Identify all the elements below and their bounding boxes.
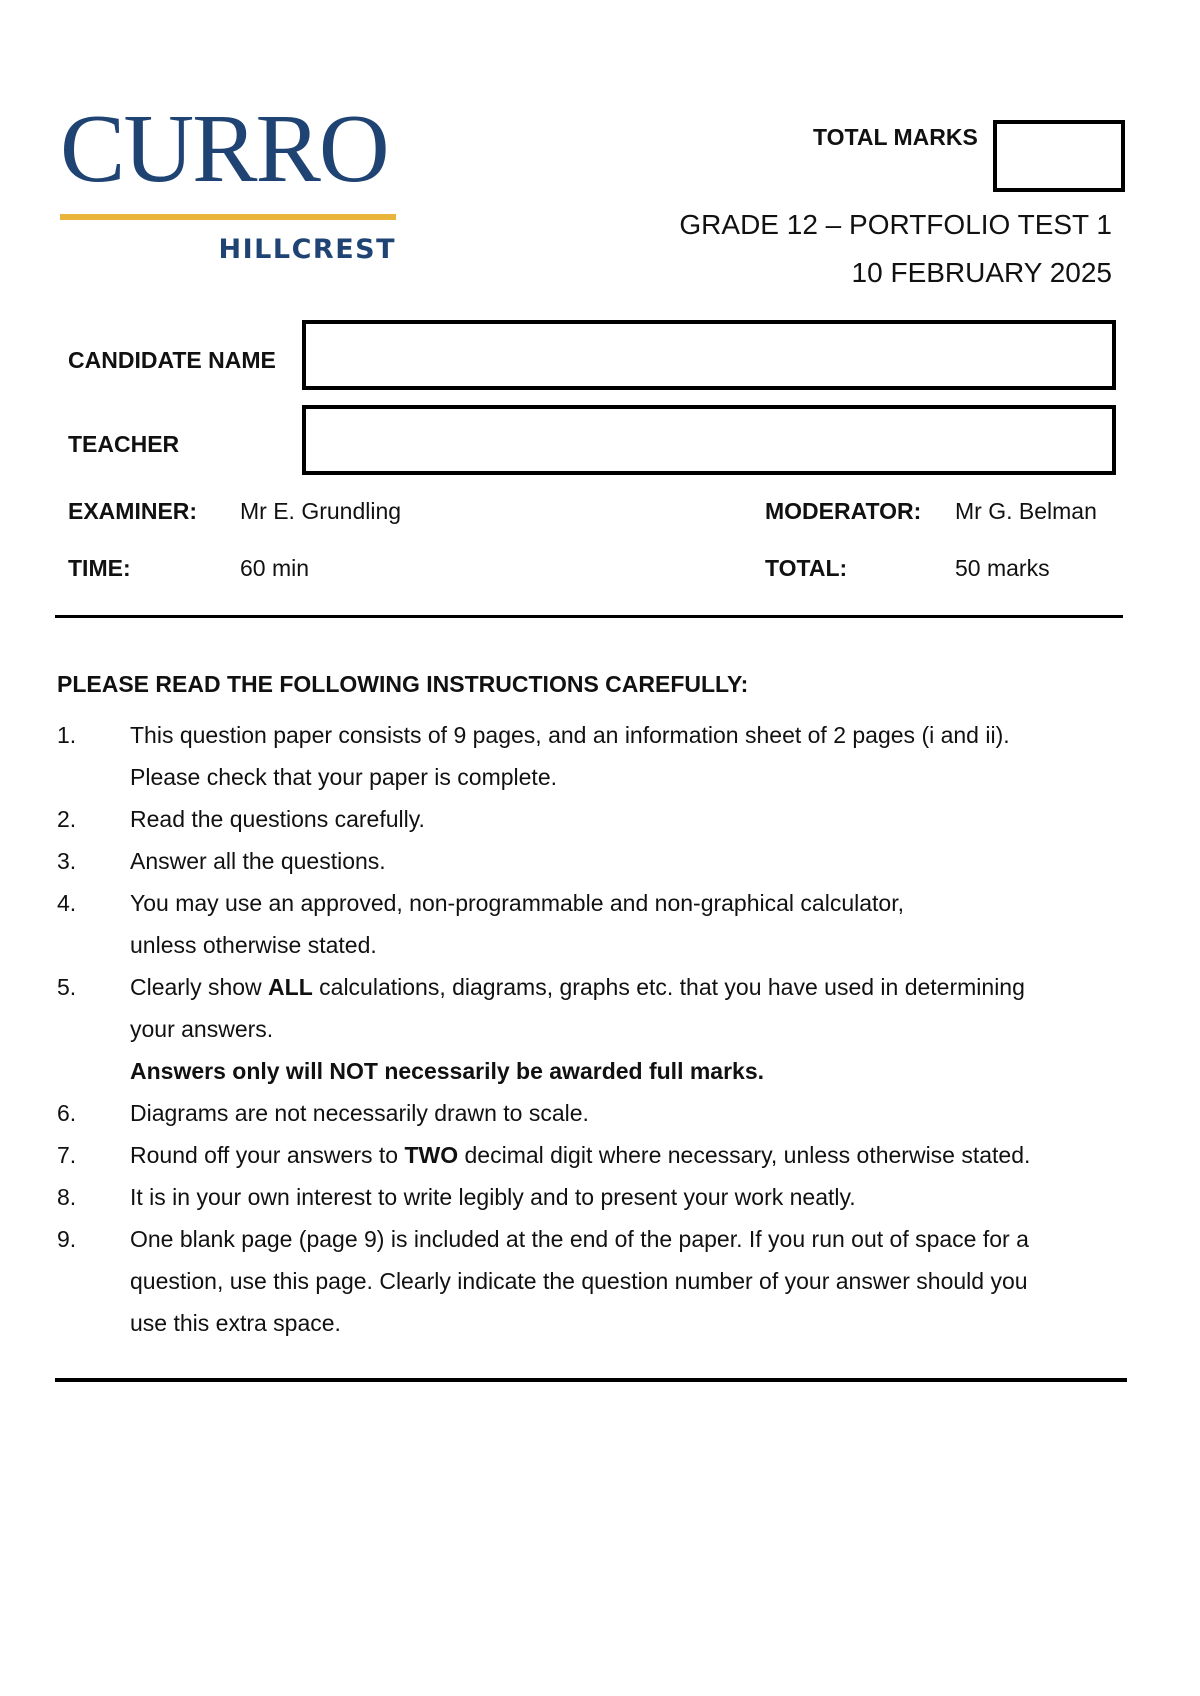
logo-subtitle: HILLCREST (218, 234, 396, 265)
instruction-item (57, 798, 1127, 840)
candidate-name-label: CANDIDATE NAME (68, 347, 276, 373)
instruction-item (57, 1134, 1127, 1176)
instruction-text: Read the questions carefully. (130, 806, 425, 832)
instruction-number: 2. (57, 806, 77, 832)
instruction-item (57, 966, 1127, 1092)
examiner-label: EXAMINER: (68, 498, 198, 524)
total-marks-label: TOTAL MARKS (813, 124, 978, 150)
instruction-text: Please check that your paper is complete. (130, 764, 558, 790)
total-value: 50 marks (955, 555, 1050, 581)
instruction-text: your answers. (130, 1016, 274, 1042)
total-label: TOTAL: (765, 555, 848, 581)
candidate-name-box[interactable] (302, 320, 1116, 390)
time-label: TIME: (68, 555, 131, 581)
instruction-text: Diagrams are not necessarily drawn to scale. (130, 1100, 589, 1126)
instruction-text: Round off your answers to TWO decimal digit where necessary, unless otherwise stated. (130, 1142, 1031, 1168)
instruction-emphasis: Answers only will NOT necessarily be awarded full marks. (130, 1058, 765, 1084)
instruction-text: Clearly show ALL calculations, diagrams, graphs etc. that you have used in determining (130, 974, 1025, 1000)
instruction-item (57, 714, 1127, 798)
test-title: GRADE 12 – PORTFOLIO TEST 1 (679, 209, 1112, 240)
instruction-number: 9. (57, 1226, 77, 1252)
logo-wordmark: CURRO (60, 95, 388, 203)
instruction-item (57, 1092, 1127, 1134)
instruction-item (57, 1218, 1127, 1344)
moderator-label: MODERATOR: (765, 498, 922, 524)
instruction-item (57, 840, 1127, 882)
instruction-number: 7. (57, 1142, 77, 1168)
instruction-text: use this extra space. (130, 1310, 341, 1336)
instruction-number: 6. (57, 1100, 77, 1126)
instruction-number: 3. (57, 848, 77, 874)
time-value: 60 min (240, 555, 310, 581)
instruction-number: 5. (57, 974, 77, 1000)
instructions-heading: PLEASE READ THE FOLLOWING INSTRUCTIONS CAREFULLY: (57, 671, 749, 697)
instruction-text: You may use an approved, non-programmable and non-graphical calculator, (130, 890, 904, 916)
instruction-text: It is in your own interest to write legibly and to present your work neatly. (130, 1184, 856, 1210)
instruction-text: Answer all the questions. (130, 848, 386, 874)
instruction-number: 1. (57, 722, 77, 748)
instructions-list (57, 714, 1127, 1344)
instruction-item (57, 882, 1127, 966)
instruction-text: One blank page (page 9) is included at the end of the paper. If you run out of space for a (130, 1226, 1029, 1252)
examiner-value: Mr E. Grundling (240, 498, 402, 524)
logo-divider (60, 214, 396, 220)
instruction-text: question, use this page. Clearly indicate the question number of your answer should you (130, 1268, 1028, 1294)
instruction-number: 4. (57, 890, 77, 916)
top-divider (55, 615, 1123, 618)
test-date: 10 FEBRUARY 2025 (851, 257, 1112, 288)
moderator-value: Mr G. Belman (955, 498, 1097, 524)
instruction-number: 8. (57, 1184, 77, 1210)
teacher-label: TEACHER (68, 431, 180, 457)
bottom-divider (55, 1378, 1127, 1382)
total-marks-box[interactable] (993, 120, 1125, 192)
teacher-box[interactable] (302, 405, 1116, 475)
curro-hillcrest-logo (60, 95, 400, 265)
instruction-text: This question paper consists of 9 pages, and an information sheet of 2 pages (i and ii). (130, 722, 1010, 748)
instruction-text: unless otherwise stated. (130, 932, 377, 958)
instruction-item (57, 1176, 1127, 1218)
